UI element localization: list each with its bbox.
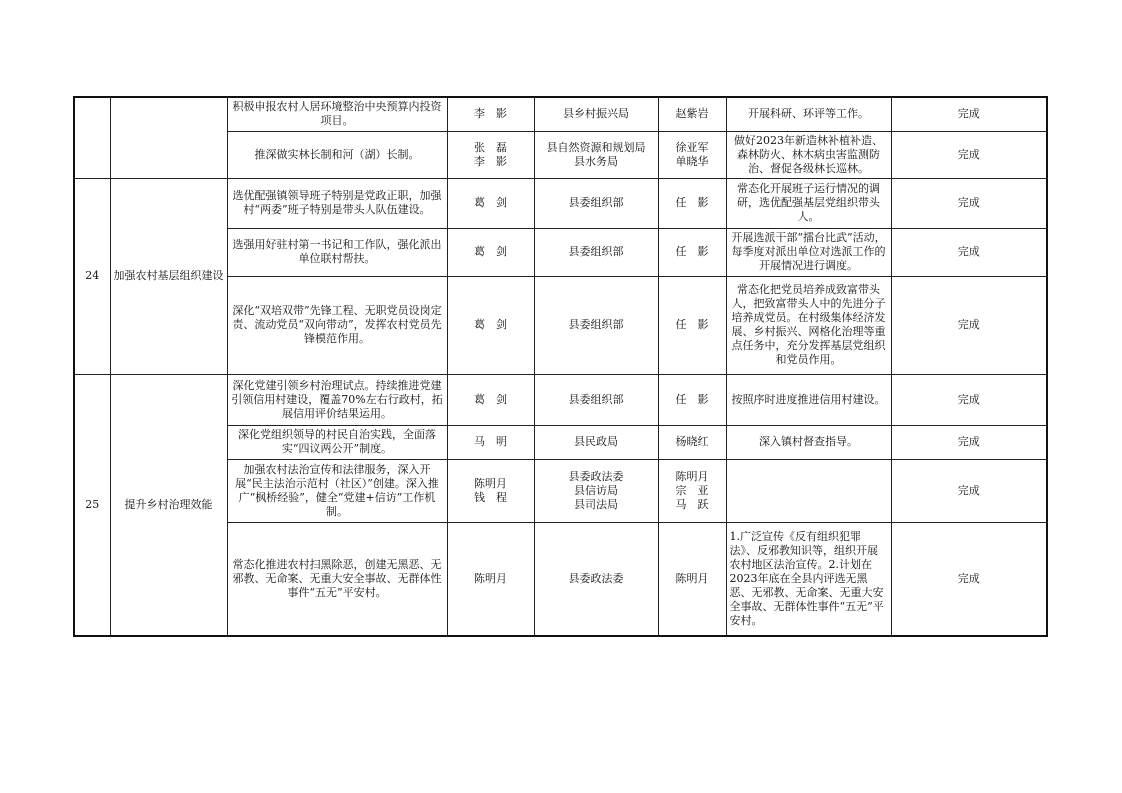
leader-cell: 葛 剑	[447, 276, 534, 374]
progress-cell: 做好2023年新造林补植补造、森林防火、林木病虫害监测防治、督促各级林长巡林。	[726, 131, 891, 178]
progress-cell: 深入镇村督查指导。	[726, 425, 891, 459]
unit-cell: 县委政法委	[534, 522, 658, 636]
goal-cell: 提升乡村治理效能	[110, 374, 227, 636]
progress-cell	[726, 459, 891, 522]
status-cell: 完成	[891, 178, 1047, 228]
status-cell: 完成	[891, 522, 1047, 636]
leader-cell: 张 磊 李 影	[447, 131, 534, 178]
unit-cell: 县委组织部	[534, 228, 658, 276]
task-table	[73, 96, 1048, 637]
task-cell: 深化党组织领导的村民自治实践，全面落实“四议两公开”制度。	[227, 425, 447, 459]
progress-cell: 开展选派干部“擂台比武”活动，每季度对派出单位对选派工作的开展情况进行调度。	[726, 228, 891, 276]
goal-cell: 加强农村基层组织建设	[110, 178, 227, 374]
status-cell: 完成	[891, 276, 1047, 374]
task-cell: 积极申报农村人居环境整治中央预算内投资项目。	[227, 97, 447, 131]
task-cell: 选强用好驻村第一书记和工作队，强化派出单位联村帮扶。	[227, 228, 447, 276]
responsible-cell: 任 影	[658, 276, 726, 374]
leader-cell: 葛 剑	[447, 228, 534, 276]
task-cell: 推深做实林长制和河（湖）长制。	[227, 131, 447, 178]
row-number: 25	[74, 374, 110, 636]
leader-cell: 马 明	[447, 425, 534, 459]
progress-cell: 1.广泛宣传《反有组织犯罪法》、反邪教知识等，组织开展农村地区法治宣传。2.计划在2023年底在全县内评选无黑恶、无邪教、无命案、无重大安全事故、无群体性事件“五无”平安村。	[726, 522, 891, 636]
unit-cell: 县委组织部	[534, 374, 658, 425]
goal-cell	[110, 97, 227, 178]
progress-cell: 按照序时进度推进信用村建设。	[726, 374, 891, 425]
table-row	[74, 374, 1047, 425]
leader-cell: 陈明月	[447, 522, 534, 636]
status-cell: 完成	[891, 131, 1047, 178]
task-cell: 常态化推进农村扫黑除恶，创建无黑恶、无邪教、无命案、无重大安全事故、无群体性事件“五无”平安村。	[227, 522, 447, 636]
status-cell: 完成	[891, 459, 1047, 522]
leader-cell: 葛 剑	[447, 374, 534, 425]
row-number	[74, 97, 110, 178]
leader-cell: 陈明月 钱 程	[447, 459, 534, 522]
table-row	[74, 178, 1047, 228]
unit-cell: 县委组织部	[534, 178, 658, 228]
table-row	[74, 97, 1047, 131]
responsible-cell: 任 影	[658, 374, 726, 425]
unit-cell: 县乡村振兴局	[534, 97, 658, 131]
row-number: 24	[74, 178, 110, 374]
status-cell: 完成	[891, 374, 1047, 425]
unit-cell: 县民政局	[534, 425, 658, 459]
unit-cell: 县自然资源和规划局 县水务局	[534, 131, 658, 178]
responsible-cell: 杨晓红	[658, 425, 726, 459]
task-cell: 深化党建引领乡村治理试点。持续推进党建引领信用村建设，覆盖70%左右行政村，拓展信用评价结果运用。	[227, 374, 447, 425]
responsible-cell: 徐亚军 单晓华	[658, 131, 726, 178]
status-cell: 完成	[891, 228, 1047, 276]
progress-cell: 常态化开展班子运行情况的调研，选优配强基层党组织带头人。	[726, 178, 891, 228]
progress-cell: 常态化把党员培养成致富带头人，把致富带头人中的先进分子培养成党员。在村级集体经济发展、乡村振兴、网格化治理等重点任务中，充分发挥基层党组织和党员作用。	[726, 276, 891, 374]
task-cell: 选优配强镇领导班子特别是党政正职，加强村“两委”班子特别是带头人队伍建设。	[227, 178, 447, 228]
status-cell: 完成	[891, 97, 1047, 131]
unit-cell: 县委政法委 县信访局 县司法局	[534, 459, 658, 522]
leader-cell: 葛 剑	[447, 178, 534, 228]
status-cell: 完成	[891, 425, 1047, 459]
task-cell: 加强农村法治宣传和法律服务，深入开展“民主法治示范村（社区）”创建。深入推广“枫桥经验”，健全“党建+信访”工作机制。	[227, 459, 447, 522]
responsible-cell: 陈明月	[658, 522, 726, 636]
responsible-cell: 任 影	[658, 228, 726, 276]
leader-cell: 李 影	[447, 97, 534, 131]
task-cell: 深化“双培双带”先锋工程、无职党员设岗定责、流动党员“双向带动”，发挥农村党员先锋模范作用。	[227, 276, 447, 374]
responsible-cell: 赵紫岩	[658, 97, 726, 131]
responsible-cell: 陈明月 宗 亚 马 跃	[658, 459, 726, 522]
unit-cell: 县委组织部	[534, 276, 658, 374]
progress-cell: 开展科研、环评等工作。	[726, 97, 891, 131]
responsible-cell: 任 影	[658, 178, 726, 228]
